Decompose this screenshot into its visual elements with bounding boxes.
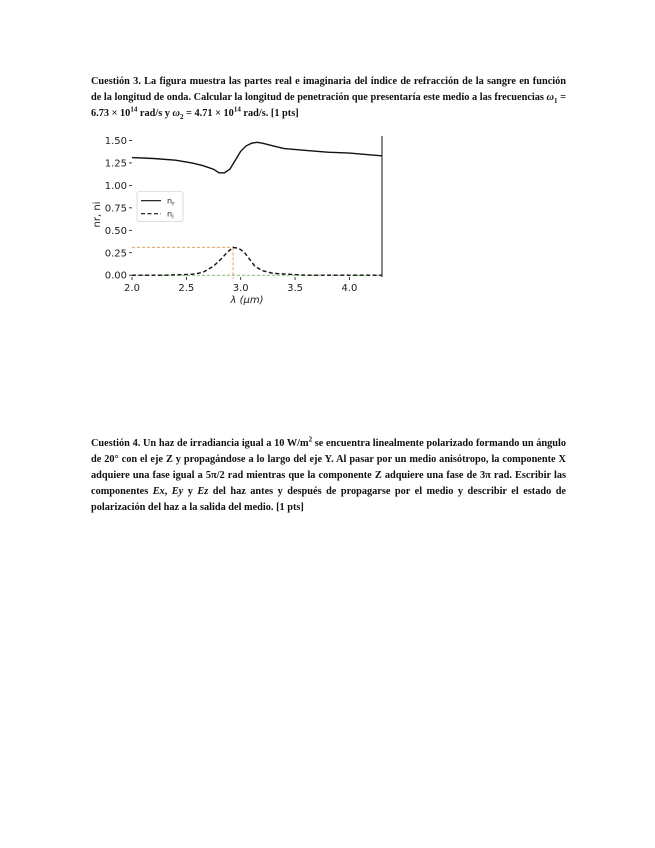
legend-box [137,192,183,222]
question-4-label: Cuestión 4. [91,438,141,449]
omega-2-unit: rad/s. [240,108,269,119]
series-line-ni [132,247,382,275]
y-tick-label: 0.75 [104,203,127,215]
irradiance-exponent: 2 [308,435,313,444]
omega-2-exponent: 14 [233,105,241,114]
x-tick-label: 3.0 [232,283,249,294]
comma-separator: , [164,486,172,497]
legend-symbol: n [167,209,173,219]
question-4-text-3: del haz antes y después de propagarse por el medio y describir el estado de polarización del haz a la salida del medio. [91,486,567,513]
omega-1-symbol: ω [546,92,554,103]
x-tick-label: 2.5 [178,283,195,294]
x-tick-label: 4.0 [341,283,358,294]
question-4 [91,436,566,516]
component-ey: Ey [171,486,184,497]
y-axis-label: nr, ni [92,201,103,228]
refractive-index-chart [90,130,390,310]
omega-1-value: = 6.73 × 10 [91,92,566,119]
question-3-text: La figura muestra las partes real e imaginaria del índice de refracción de la sangre en función de la longitud de onda. Calcular la longitud de penetración que presentaría este medio a las frecuencias [91,76,566,103]
y-tick-label: 0.00 [104,270,127,282]
question-3-label: Cuestión 3. [91,76,141,87]
y-tick-label: 1.50 [104,135,127,147]
omega-1-subscript: 1 [554,97,558,106]
question-4-text-1: Un haz de irradiancia igual a 10 W/m [140,438,309,449]
legend-subscript: r [172,200,175,208]
legend-symbol: n [167,196,173,206]
chart-svg [90,130,390,310]
x-tick-label: 3.5 [287,283,303,294]
question-3 [91,74,566,122]
y-tick-label: 1.25 [104,158,127,170]
omega-1-unit: rad/s y [137,108,173,119]
component-ex: Ex [152,486,165,497]
y-tick-label: 0.25 [104,248,127,260]
y-tick-label: 1.00 [104,180,127,192]
question-3-points: [1 pts] [268,108,299,119]
legend-subscript: i [172,213,174,221]
question-4-text-2: se encuentra linealmente polarizado formando un ángulo de 20° con el eje Z y propagándose a lo largo del eje Y. Al pasar por un medio anisótropo, la componente X adquiere una fase igual a 5π/2 rad mientras que la componente Z adquiere una fase de 3π rad. Escribir las componentes [91,438,566,497]
x-axis-label: λ (μm) [230,295,264,306]
omega-2-symbol: ω [172,108,180,119]
x-tick-label: 2.0 [124,283,140,294]
omega-2-subscript: 2 [179,113,184,122]
and-word: y [183,486,198,497]
omega-2-value: = 4.71 × 10 [183,108,234,119]
question-4-points: [1 pts] [273,502,304,513]
omega-1-exponent: 14 [130,105,138,114]
series-line-nr [132,142,382,173]
component-ez: Ez [197,486,209,497]
y-tick-label: 0.50 [104,225,127,237]
